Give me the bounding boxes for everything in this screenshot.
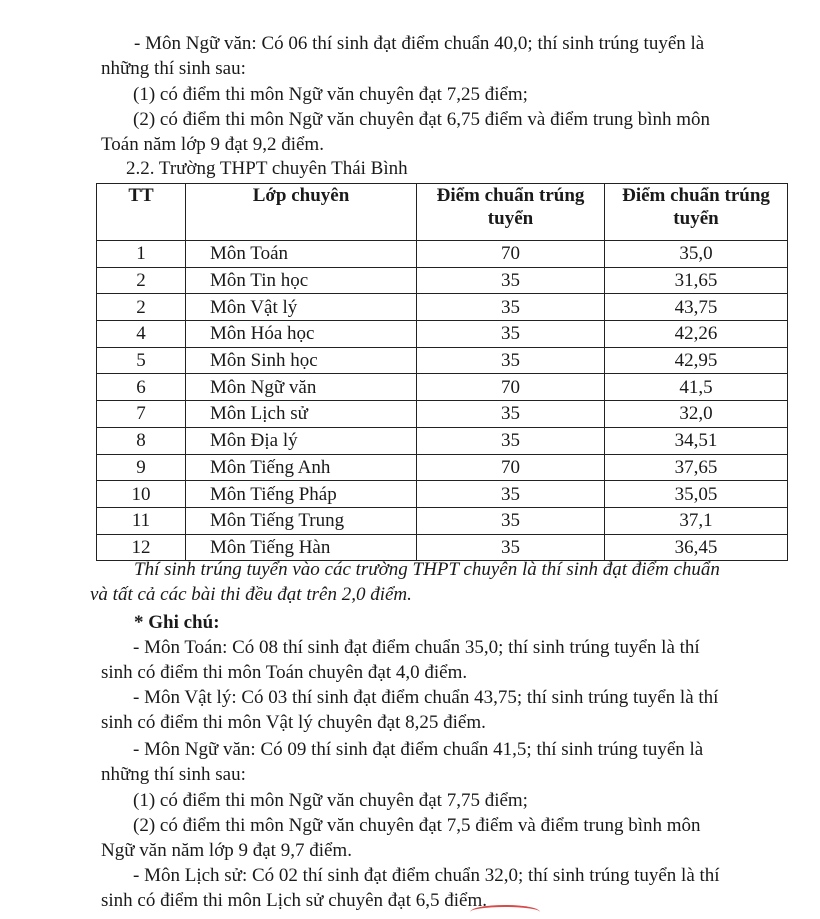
cell-score-2: 42,26 bbox=[605, 321, 788, 348]
cell-score-2: 35,0 bbox=[605, 241, 788, 268]
header-diem-chuan-2: Điểm chuẩn trúng tuyển bbox=[605, 184, 788, 241]
cell-score-1: 70 bbox=[417, 454, 605, 481]
table-row bbox=[97, 427, 788, 454]
cell-tt: 12 bbox=[97, 534, 186, 561]
cell-subject: Môn Sinh học bbox=[186, 347, 417, 374]
note-ngu-van-line2: những thí sinh sau: bbox=[101, 764, 246, 785]
cell-subject: Môn Tin học bbox=[186, 267, 417, 294]
cell-score-2: 34,51 bbox=[605, 427, 788, 454]
italic-note-line2: và tất cả các bài thi đều đạt trên 2,0 điểm. bbox=[90, 584, 412, 605]
cell-score-1: 35 bbox=[417, 481, 605, 508]
note-condition-1: (1) có điểm thi môn Ngữ văn chuyên đạt 7,75 điểm; bbox=[133, 790, 528, 811]
cell-score-1: 35 bbox=[417, 534, 605, 561]
notes-heading: * Ghi chú: bbox=[134, 612, 220, 633]
cell-score-2: 43,75 bbox=[605, 294, 788, 321]
cell-tt: 7 bbox=[97, 401, 186, 428]
red-pen-mark bbox=[470, 905, 540, 919]
cell-subject: Môn Tiếng Trung bbox=[186, 507, 417, 534]
cell-score-1: 35 bbox=[417, 294, 605, 321]
cell-subject: Môn Tiếng Hàn bbox=[186, 534, 417, 561]
cell-score-1: 70 bbox=[417, 374, 605, 401]
note-condition-2-line1: (2) có điểm thi môn Ngữ văn chuyên đạt 7,5 điểm và điểm trung bình môn bbox=[133, 815, 701, 836]
cell-score-2: 36,45 bbox=[605, 534, 788, 561]
cell-score-2: 32,0 bbox=[605, 401, 788, 428]
cell-score-2: 37,65 bbox=[605, 454, 788, 481]
cell-score-1: 35 bbox=[417, 347, 605, 374]
cell-score-1: 35 bbox=[417, 427, 605, 454]
cell-subject: Môn Lịch sử bbox=[186, 401, 417, 428]
cell-tt: 4 bbox=[97, 321, 186, 348]
cell-subject: Môn Hóa học bbox=[186, 321, 417, 348]
cell-subject: Môn Vật lý bbox=[186, 294, 417, 321]
cell-score-1: 35 bbox=[417, 401, 605, 428]
cell-tt: 6 bbox=[97, 374, 186, 401]
cell-score-2: 31,65 bbox=[605, 267, 788, 294]
table-header-row bbox=[97, 184, 788, 241]
paragraph-ngu-van-line1: - Môn Ngữ văn: Có 06 thí sinh đạt điểm chuẩn 40,0; thí sinh trúng tuyển là bbox=[134, 33, 705, 54]
cell-score-2: 41,5 bbox=[605, 374, 788, 401]
table-row bbox=[97, 481, 788, 508]
section-heading: 2.2. Trường THPT chuyên Thái Bình bbox=[126, 158, 408, 179]
cell-subject: Môn Địa lý bbox=[186, 427, 417, 454]
header-lop-chuyen: Lớp chuyên bbox=[186, 184, 417, 241]
paragraph-ngu-van-line2: những thí sinh sau: bbox=[101, 58, 246, 79]
cell-score-2: 42,95 bbox=[605, 347, 788, 374]
cell-tt: 8 bbox=[97, 427, 186, 454]
cell-subject: Môn Tiếng Pháp bbox=[186, 481, 417, 508]
cell-tt: 5 bbox=[97, 347, 186, 374]
note-vat-ly-line2: sinh có điểm thi môn Vật lý chuyên đạt 8,25 điểm. bbox=[101, 712, 486, 733]
cell-tt: 2 bbox=[97, 267, 186, 294]
cell-tt: 10 bbox=[97, 481, 186, 508]
table-row bbox=[97, 294, 788, 321]
table-row bbox=[97, 347, 788, 374]
note-lich-su-line1: - Môn Lịch sử: Có 02 thí sinh đạt điểm chuẩn 32,0; thí sinh trúng tuyển là thí bbox=[133, 865, 720, 886]
condition-2-line2: Toán năm lớp 9 đạt 9,2 điểm. bbox=[101, 134, 324, 155]
admission-score-table bbox=[96, 183, 787, 561]
cell-subject: Môn Ngữ văn bbox=[186, 374, 417, 401]
note-condition-2-line2: Ngữ văn năm lớp 9 đạt 9,7 điểm. bbox=[101, 840, 352, 861]
cell-tt: 1 bbox=[97, 241, 186, 268]
note-lich-su-line2: sinh có điểm thi môn Lịch sử chuyên đạt 6,5 điểm. bbox=[101, 890, 488, 911]
cell-score-1: 70 bbox=[417, 241, 605, 268]
note-vat-ly-line1: - Môn Vật lý: Có 03 thí sinh đạt điểm chuẩn 43,75; thí sinh trúng tuyển là thí bbox=[133, 687, 719, 708]
condition-2-line1: (2) có điểm thi môn Ngữ văn chuyên đạt 6,75 điểm và điểm trung bình môn bbox=[133, 109, 711, 130]
cell-score-1: 35 bbox=[417, 321, 605, 348]
cell-score-2: 37,1 bbox=[605, 507, 788, 534]
table-row bbox=[97, 241, 788, 268]
header-diem-chuan-1: Điểm chuẩn trúng tuyển bbox=[417, 184, 605, 241]
table-row bbox=[97, 267, 788, 294]
table-row bbox=[97, 321, 788, 348]
table-row bbox=[97, 534, 788, 561]
table-row bbox=[97, 507, 788, 534]
cell-tt: 11 bbox=[97, 507, 186, 534]
header-tt: TT bbox=[97, 184, 186, 241]
italic-note-line1: Thí sinh trúng tuyển vào các trường THPT chuyên là thí sinh đạt điểm chuẩn bbox=[134, 559, 720, 580]
table-row bbox=[97, 374, 788, 401]
note-toan-line2: sinh có điểm thi môn Toán chuyên đạt 4,0 điểm. bbox=[101, 662, 468, 683]
note-toan-line1: - Môn Toán: Có 08 thí sinh đạt điểm chuẩn 35,0; thí sinh trúng tuyển là thí bbox=[133, 637, 700, 658]
table-row bbox=[97, 401, 788, 428]
table-row bbox=[97, 454, 788, 481]
cell-tt: 9 bbox=[97, 454, 186, 481]
cell-tt: 2 bbox=[97, 294, 186, 321]
note-ngu-van-line1: - Môn Ngữ văn: Có 09 thí sinh đạt điểm chuẩn 41,5; thí sinh trúng tuyển là bbox=[133, 739, 704, 760]
cell-subject: Môn Toán bbox=[186, 241, 417, 268]
cell-subject: Môn Tiếng Anh bbox=[186, 454, 417, 481]
cell-score-1: 35 bbox=[417, 507, 605, 534]
condition-1: (1) có điểm thi môn Ngữ văn chuyên đạt 7,25 điểm; bbox=[133, 84, 528, 105]
cell-score-1: 35 bbox=[417, 267, 605, 294]
cell-score-2: 35,05 bbox=[605, 481, 788, 508]
